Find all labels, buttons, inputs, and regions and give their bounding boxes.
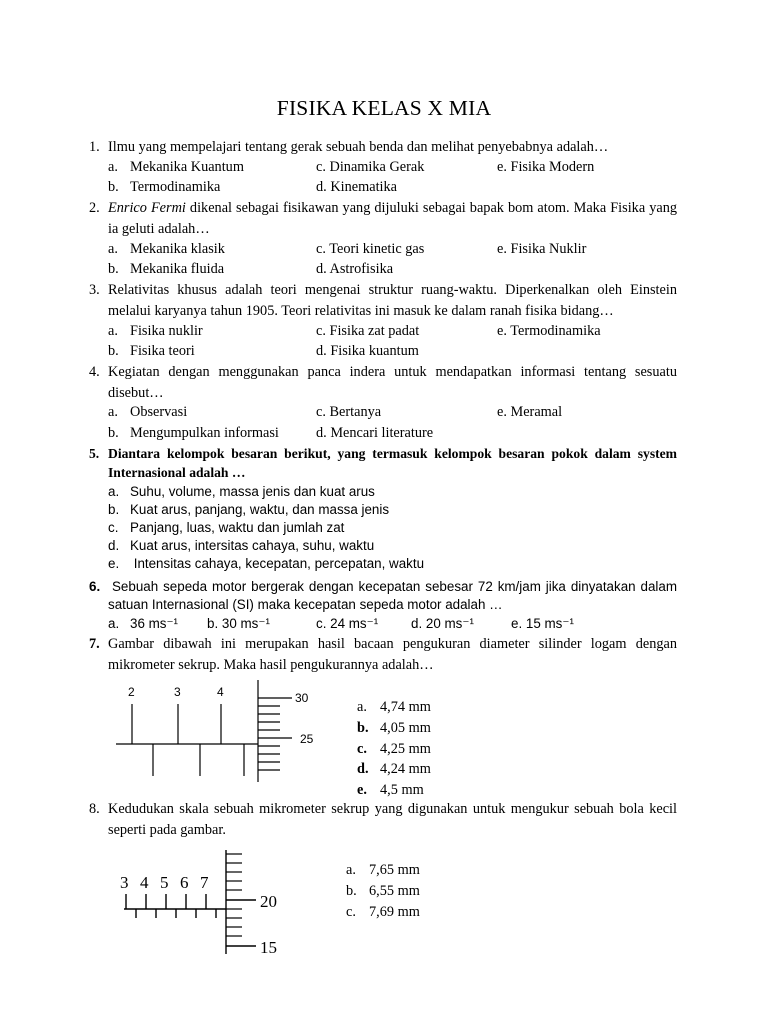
thimble-scale-label: 25 — [300, 732, 314, 746]
option-c[interactable]: c. 7,69 mm — [346, 903, 420, 920]
thimble-scale-label: 20 — [260, 892, 277, 911]
option-e[interactable]: e. Fisika Modern — [497, 159, 595, 175]
option-c[interactable]: c. 24 ms⁻¹ — [316, 616, 379, 631]
option-c[interactable]: c. 4,25 mm — [357, 740, 431, 757]
option-a[interactable]: a. Mekanika Kuantum — [108, 159, 244, 175]
option-e[interactable]: e. Intensitas cahaya, kecepatan, percepatan, waktu — [108, 556, 425, 571]
option-a[interactable]: a. Fisika nuklir — [108, 323, 203, 339]
option-e[interactable]: e. Fisika Nuklir — [497, 241, 587, 257]
option-e[interactable]: e. Meramal — [497, 404, 563, 420]
main-scale-label: 3 — [120, 873, 129, 892]
option-e[interactable]: e. Termodinamika — [497, 323, 601, 339]
question-8 — [89, 799, 677, 841]
question-text: Enrico Fermi dikenal sebagai fisikawan yang dijuluki sebagai bapak bom atom. Maka Fisika yang ia geluti adalah… — [108, 200, 677, 237]
option-c[interactable]: c. Bertanya — [316, 404, 382, 420]
main-scale-label: 4 — [217, 685, 224, 699]
question-text: Relativitas khusus adalah teori mengenai struktur ruang-waktu. Diperkenalkan oleh Einstein melalui karyanya tahun 1905. Teori relativitas ini masuk ke dalam ranah fisika bidang… — [108, 282, 677, 319]
option-d[interactable]: d. 4,24 mm — [357, 761, 431, 778]
question-number: 6. — [89, 579, 101, 594]
question-number: 4. — [89, 364, 100, 380]
main-scale-label: 5 — [160, 873, 169, 892]
option-b[interactable]: b. 6,55 mm — [346, 882, 420, 899]
option-e[interactable]: e. 4,5 mm — [357, 782, 424, 799]
question-5 — [89, 444, 677, 482]
question-text: Sebuah sepeda motor bergerak dengan kecepatan sebesar 72 km/jam jika dinyatakan dalam satuan Internasional (SI) maka kecepatan sepeda motor adalah … — [108, 579, 677, 613]
main-scale-label: 6 — [180, 873, 189, 892]
option-b[interactable]: b. Mengumpulkan informasi — [108, 425, 279, 441]
question-number: 8. — [89, 801, 100, 817]
option-b[interactable]: b. 30 ms⁻¹ — [207, 616, 270, 631]
thimble-scale-label: 30 — [295, 691, 309, 705]
main-scale-label: 7 — [200, 873, 209, 892]
question-text: Diantara kelompok besaran berikut, yang termasuk kelompok besaran pokok dalam system Internasional adalah … — [108, 446, 677, 480]
option-d[interactable]: d. Mencari literature — [316, 425, 434, 441]
question-1 — [89, 137, 677, 158]
thimble-scale-label: 15 — [260, 938, 277, 957]
page-title: FISIKA KELAS X MIA — [276, 96, 492, 120]
question-number: 2. — [89, 200, 100, 216]
question-2 — [89, 198, 677, 240]
option-b[interactable]: b. Kuat arus, panjang, waktu, dan massa jenis — [108, 502, 390, 517]
main-scale-label: 3 — [174, 685, 181, 699]
option-d[interactable]: d. 20 ms⁻¹ — [411, 616, 474, 631]
question-text: Gambar dibawah ini merupakan hasil bacaan pengukuran diameter silinder logam dengan mikrometer sekrup. Maka hasil pengukurannya adalah… — [108, 636, 677, 673]
question-number: 1. — [89, 139, 100, 155]
option-b[interactable]: b. Mekanika fluida — [108, 261, 225, 277]
question-number: 5. — [89, 446, 100, 461]
question-text: Ilmu yang mempelajari tentang gerak sebuah benda dan melihat penyebabnya adalah… — [108, 139, 609, 155]
option-a[interactable]: a. Observasi — [108, 404, 188, 420]
option-d[interactable]: d. Kuat arus, intersitas cahaya, suhu, waktu — [108, 538, 375, 553]
question-text: Kedudukan skala sebuah mikrometer sekrup yang digunakan untuk mengukur sebuah bola kecil seperti pada gambar. — [108, 801, 677, 838]
option-c[interactable]: c. Dinamika Gerak — [316, 159, 425, 175]
option-b[interactable]: b. Fisika teori — [108, 343, 195, 359]
option-b[interactable]: b. Termodinamika — [108, 179, 221, 195]
question-7 — [89, 634, 677, 676]
option-a[interactable]: a. Mekanika klasik — [108, 241, 225, 257]
question-7-options — [357, 697, 431, 801]
main-scale-label: 2 — [128, 685, 135, 699]
question-3 — [89, 280, 677, 322]
option-b[interactable]: b. 4,05 mm — [357, 719, 431, 736]
option-d[interactable]: d. Fisika kuantum — [316, 343, 419, 359]
micrometer-figure-1 — [110, 680, 330, 790]
option-c[interactable]: c. Fisika zat padat — [316, 323, 420, 339]
option-c[interactable]: c. Panjang, luas, waktu dan jumlah zat — [108, 520, 345, 535]
question-8-options — [346, 860, 420, 922]
option-a[interactable]: a. 4,74 mm — [357, 699, 431, 715]
question-text: Kegiatan dengan menggunakan panca indera untuk mendapatkan informasi tentang sesuatu disebut… — [108, 364, 677, 401]
question-6 — [89, 578, 677, 614]
option-c[interactable]: c. Teori kinetic gas — [316, 241, 425, 257]
option-a[interactable]: a. 36 ms⁻¹ — [108, 616, 178, 631]
question-4 — [89, 362, 677, 404]
scientist-name: Enrico Fermi — [108, 200, 186, 216]
option-d[interactable]: d. Kinematika — [316, 179, 398, 195]
question-number: 7. — [89, 636, 100, 652]
option-d[interactable]: d. Astrofisika — [316, 261, 394, 277]
main-scale-label: 4 — [140, 873, 149, 892]
micrometer-figure-2 — [112, 850, 292, 965]
option-e[interactable]: e. 15 ms⁻¹ — [511, 616, 574, 631]
option-a[interactable]: a. 7,65 mm — [346, 862, 420, 878]
option-a[interactable]: a. Suhu, volume, massa jenis dan kuat arus — [108, 484, 375, 499]
question-number: 3. — [89, 282, 100, 298]
